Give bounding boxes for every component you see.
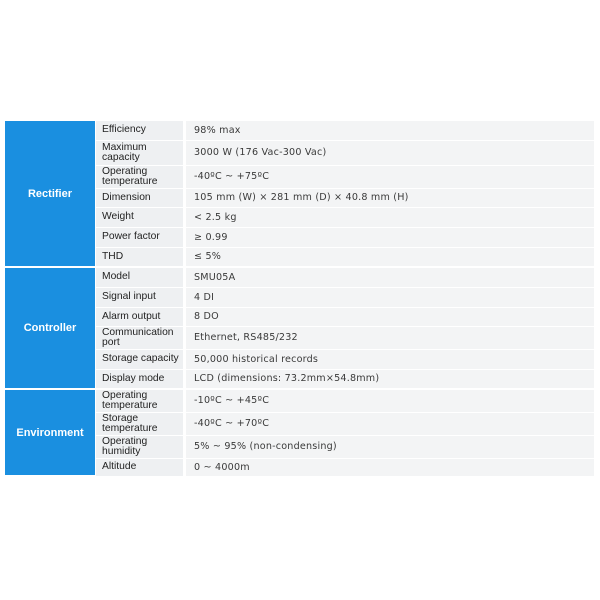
param-label: Maximum capacity <box>96 140 185 165</box>
param-value: -10ºC ~ +45ºC <box>185 389 595 412</box>
param-value: 105 mm (W) × 281 mm (D) × 40.8 mm (H) <box>185 188 595 207</box>
param-label: Storage capacity <box>96 349 185 369</box>
param-label: Storage temperature <box>96 412 185 435</box>
param-value: 3000 W (176 Vac-300 Vac) <box>185 140 595 165</box>
param-value: SMU05A <box>185 267 595 287</box>
param-value: 0 ~ 4000m <box>185 458 595 476</box>
param-value: 4 DI <box>185 287 595 307</box>
param-value: 8 DO <box>185 307 595 326</box>
param-label: Operating humidity <box>96 435 185 458</box>
group-label-rectifier: Rectifier <box>5 121 96 267</box>
param-label: Power factor <box>96 227 185 247</box>
param-label: Signal input <box>96 287 185 307</box>
param-label: Operating temperature <box>96 389 185 412</box>
param-label: Operating temperature <box>96 165 185 188</box>
group-label-environment: Environment <box>5 389 96 476</box>
param-value: -40ºC ~ +75ºC <box>185 165 595 188</box>
param-label: Alarm output <box>96 307 185 326</box>
param-value: 50,000 historical records <box>185 349 595 369</box>
param-value: 98% max <box>185 121 595 140</box>
table-row <box>5 389 594 412</box>
param-label: Altitude <box>96 458 185 476</box>
param-label: Dimension <box>96 188 185 207</box>
param-label: Weight <box>96 207 185 227</box>
specifications-table <box>5 121 594 477</box>
param-label: Model <box>96 267 185 287</box>
param-label: Efficiency <box>96 121 185 140</box>
group-label-controller: Controller <box>5 267 96 389</box>
table-row <box>5 267 594 287</box>
table-row <box>5 121 594 140</box>
param-value: Ethernet, RS485/232 <box>185 326 595 349</box>
param-value: ≥ 0.99 <box>185 227 595 247</box>
param-label: Communication port <box>96 326 185 349</box>
param-label: THD <box>96 247 185 267</box>
param-value: LCD (dimensions: 73.2mm×54.8mm) <box>185 369 595 389</box>
param-value: < 2.5 kg <box>185 207 595 227</box>
param-value: -40ºC ~ +70ºC <box>185 412 595 435</box>
param-label: Display mode <box>96 369 185 389</box>
param-value: 5% ~ 95% (non-condensing) <box>185 435 595 458</box>
param-value: ≤ 5% <box>185 247 595 267</box>
